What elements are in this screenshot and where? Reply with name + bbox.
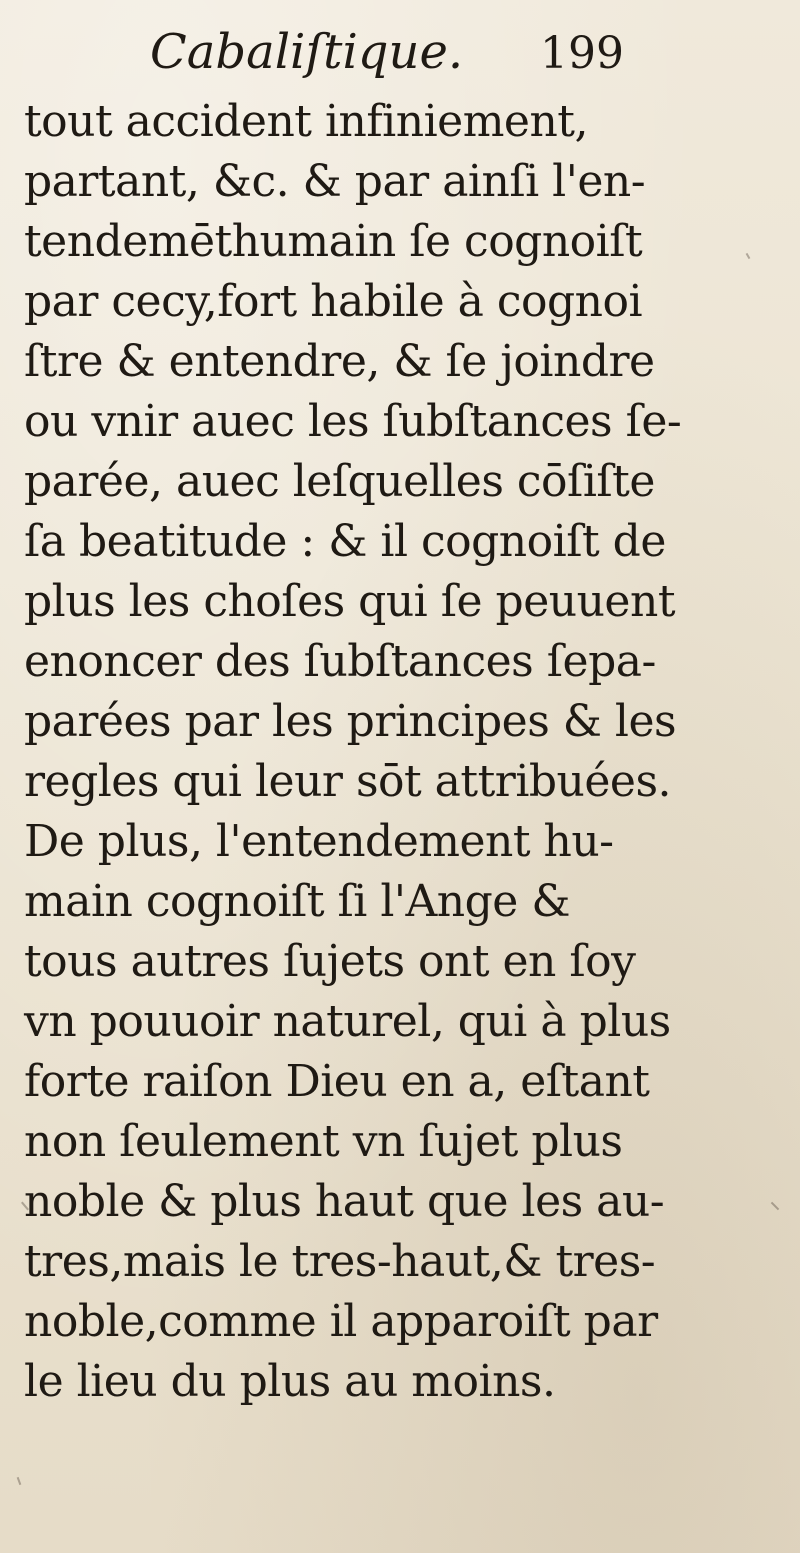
text-line: partant, &c. & par ainſi l'en- <box>24 156 646 207</box>
text-line: parées par les principes & les <box>24 696 677 747</box>
text-line: main cognoiſt ſi l'Ange & <box>24 876 570 927</box>
text-line: tous autres ſujets ont en ſoy <box>24 936 636 987</box>
text-line: ou vnir auec les ſubſtances ſe- <box>24 396 682 447</box>
body-text <box>24 92 794 1412</box>
text-line: tendemēthumain ſe cognoiſt <box>24 216 643 267</box>
text-line: tout accident infiniement, <box>24 96 588 147</box>
text-line: ſtre & entendre, & ſe joindre <box>24 336 655 387</box>
text-line: De plus, l'entendement hu- <box>24 816 614 867</box>
text-line: regles qui leur sōt attribuées. <box>24 756 672 807</box>
paper-speck <box>17 1477 22 1485</box>
text-line: noble & plus haut que les au- <box>24 1176 665 1227</box>
text-line: noble,comme il apparoiſt par <box>24 1296 658 1347</box>
text-line: ſa beatitude : & il cognoiſt de <box>24 516 666 567</box>
text-line: par cecy,fort habile à cognoi <box>24 276 643 327</box>
text-line: vn pouuoir naturel, qui à plus <box>24 996 671 1047</box>
text-line: parée, auec leſquelles cōſiſte <box>24 456 655 507</box>
page-number: 199 <box>540 28 624 79</box>
text-line: forte raiſon Dieu en a, eſtant <box>24 1056 650 1107</box>
page-header <box>0 22 800 92</box>
text-line: enoncer des ſubſtances ſepa- <box>24 636 656 687</box>
text-line: plus les choſes qui ſe peuuent <box>24 576 675 627</box>
text-line: non ſeulement vn ſujet plus <box>24 1116 623 1167</box>
text-line: le lieu du plus au moins. <box>24 1356 556 1407</box>
running-title: Cabaliſtique. <box>150 24 464 80</box>
text-line: tres,mais le tres-haut,& tres- <box>24 1236 656 1287</box>
